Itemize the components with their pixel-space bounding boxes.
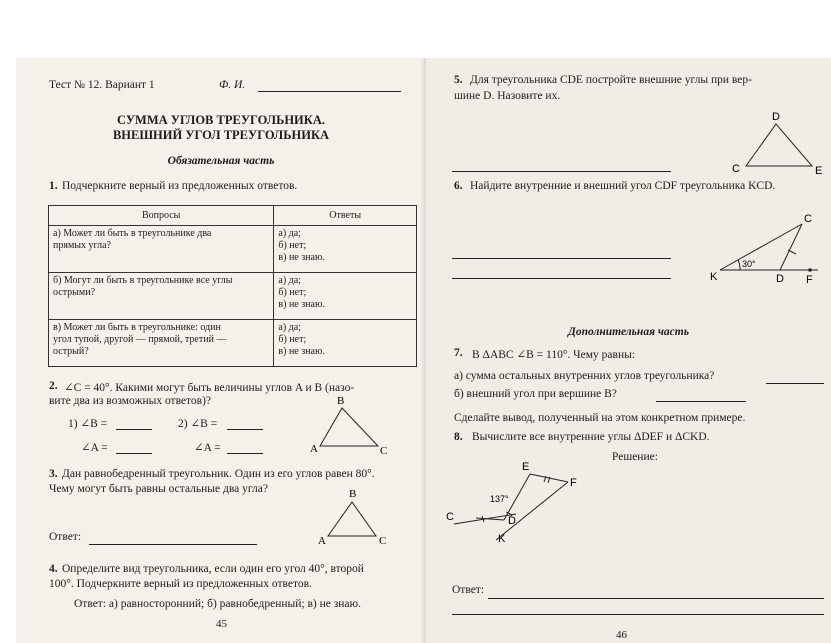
page-number-left: 45 [216,618,227,630]
answer-option[interactable]: в) не знаю. [278,299,325,310]
q2-line1: ∠C = 40°. Какими могут быть величины углов A и B (назо- [64,382,355,394]
q4-answer-options[interactable]: Ответ: а) равносторонний; б) равнобедренный; в) не знаю. [74,598,361,610]
answer-option[interactable]: а) да; [278,322,301,333]
q5-answer-field[interactable] [452,171,671,172]
q4-line2: 100°. Подчеркните верный из предложенных ответов. [49,578,312,590]
q3-triangle-figure [312,488,392,548]
q8-answer-label: Ответ: [452,584,485,596]
right-page [426,58,831,643]
triangle-shape [746,124,812,166]
q2-opt1-a-field[interactable] [116,453,152,454]
tick-mark [788,250,796,254]
q8-answer-field-1[interactable] [488,598,824,599]
page-number-right: 46 [616,629,627,641]
q7-b-text: б) внешний угол при вершине B? [454,388,617,400]
answer-option[interactable]: а) да; [278,228,301,239]
vertex-label-d: D [776,273,784,285]
q5-number: 5. [454,74,463,86]
page-title-line1: СУММА УГЛОВ ТРЕУГОЛЬНИКА. [117,113,325,127]
question-text: угол тупой, другой — прямой, третий — [53,334,227,345]
q7-text: В ΔABC ∠B = 110°. Чему равны: [472,349,636,361]
question-text: прямых угла? [53,240,111,251]
vertex-label-c: C [446,511,454,523]
q5-triangle-figure [716,110,826,175]
q2-number: 2. [49,380,58,392]
line-fk [496,482,568,540]
answer-option[interactable]: в) не знаю. [278,252,325,263]
vertex-label-k: K [710,271,718,283]
vertex-label-a: A [318,535,326,547]
vertex-label-b: B [349,488,357,500]
q3-answer-label: Ответ: [49,531,82,543]
q7-b-field[interactable] [656,401,746,402]
q7-conclusion: Сделайте вывод, полученный на этом конкретном примере. [454,412,746,424]
q2-opt1-b-field[interactable] [116,429,152,430]
q8-figure [446,460,596,550]
q7-a-text: а) сумма остальных внутренних углов треугольника? [454,370,715,382]
section-title-required: Обязательная часть [167,155,275,167]
question-text: острыми? [53,287,96,298]
q2-opt2-a-field[interactable] [227,453,263,454]
vertex-label-e: E [815,165,823,177]
vertex-label-f: F [570,477,577,489]
q1-table [48,205,417,367]
book-spread [16,58,831,643]
line-kc [720,224,802,270]
name-label: Ф. И. [219,79,246,91]
q3-number: 3. [49,468,58,480]
q5-line1: Для треугольника CDE постройте внешние углы при вер- [470,74,752,86]
q2-opt2-a-label: ∠A = [194,442,221,454]
q2-opt2-b-label: 2) ∠B = [178,418,218,430]
vertex-label-f: F [806,274,813,286]
question-text: острый? [53,346,89,357]
q4-line1: Определите вид треугольника, если один его угол 40°, второй [62,563,364,575]
vertex-label-d: D [508,515,516,527]
answer-option[interactable]: в) не знаю. [278,346,325,357]
q7-number: 7. [454,347,463,359]
left-page [16,58,426,643]
col-header-answers: Ответы [274,206,417,226]
vertex-label-c: C [380,445,388,457]
triangle-shape [328,502,376,536]
vertex-label-d: D [772,111,780,123]
line-cd [780,224,802,270]
q2-opt1-a-label: ∠A = [81,442,108,454]
q8-number: 8. [454,431,463,443]
vertex-label-e: E [522,461,530,473]
page-title-line2: ВНЕШНИЙ УГОЛ ТРЕУГОЛЬНИКА [112,128,330,142]
table-row [49,273,417,320]
q5-line2: шине D. Назовите их. [454,90,561,102]
table-row [49,320,417,367]
q2-triangle-figure [306,395,396,458]
q2-opt2-b-field[interactable] [227,429,263,430]
q8-text: Вычислите все внутренние углы ΔDEF и ΔCKD. [472,431,710,443]
test-header: Тест № 12. Вариант 1 [49,79,155,91]
answer-option[interactable]: б) нет; [278,334,307,345]
vertex-label-c: C [732,163,740,175]
q4-number: 4. [49,563,58,575]
q3-line2: Чему могут быть равны остальные два угла? [49,483,268,495]
q8-answer-field-2[interactable] [452,614,824,615]
q1-text: Подчеркните верный из предложенных ответов. [62,180,298,192]
question-text: в) Может ли быть в треугольнике: один [53,322,221,333]
q6-answer-field-1[interactable] [452,258,671,259]
answer-option[interactable]: б) нет; [278,240,307,251]
angle-label: 30° [742,259,756,269]
q2-opt1-b-label: 1) ∠B = [68,418,108,430]
q1-number: 1. [49,180,58,192]
triangle-shape [320,408,378,446]
q3-line1: Дан равнобедренный треугольник. Один из его углов равен 80°. [62,468,375,480]
q6-text: Найдите внутренние и внешний угол CDF треугольника KCD. [470,180,776,192]
vertex-label-c: C [379,535,387,547]
col-header-questions: Вопросы [49,206,274,226]
angle-label: 137° [490,494,509,504]
question-text: а) Может ли быть в треугольнике два [53,228,212,239]
answer-option[interactable]: а) да; [278,275,301,286]
name-field[interactable] [258,91,401,92]
vertex-label-k: K [498,533,506,545]
vertex-label-a: A [310,443,318,455]
table-row [49,226,417,273]
q3-answer-field[interactable] [89,544,257,545]
point-f [808,268,812,272]
answer-option[interactable]: б) нет; [278,287,307,298]
question-text: б) Могут ли быть в треугольнике все углы [53,275,233,286]
q2-line2: вите два из возможных ответов)? [49,395,212,407]
section-title-additional: Дополнительная часть [568,326,689,338]
q6-figure [696,208,826,290]
q6-answer-field-2[interactable] [452,278,671,279]
q6-number: 6. [454,180,463,192]
vertex-label-c: C [804,213,812,225]
q8-solution-label: Решение: [612,451,658,463]
vertex-label-b: B [337,395,345,407]
angle-arc [738,260,740,270]
q7-a-field[interactable] [766,383,824,384]
